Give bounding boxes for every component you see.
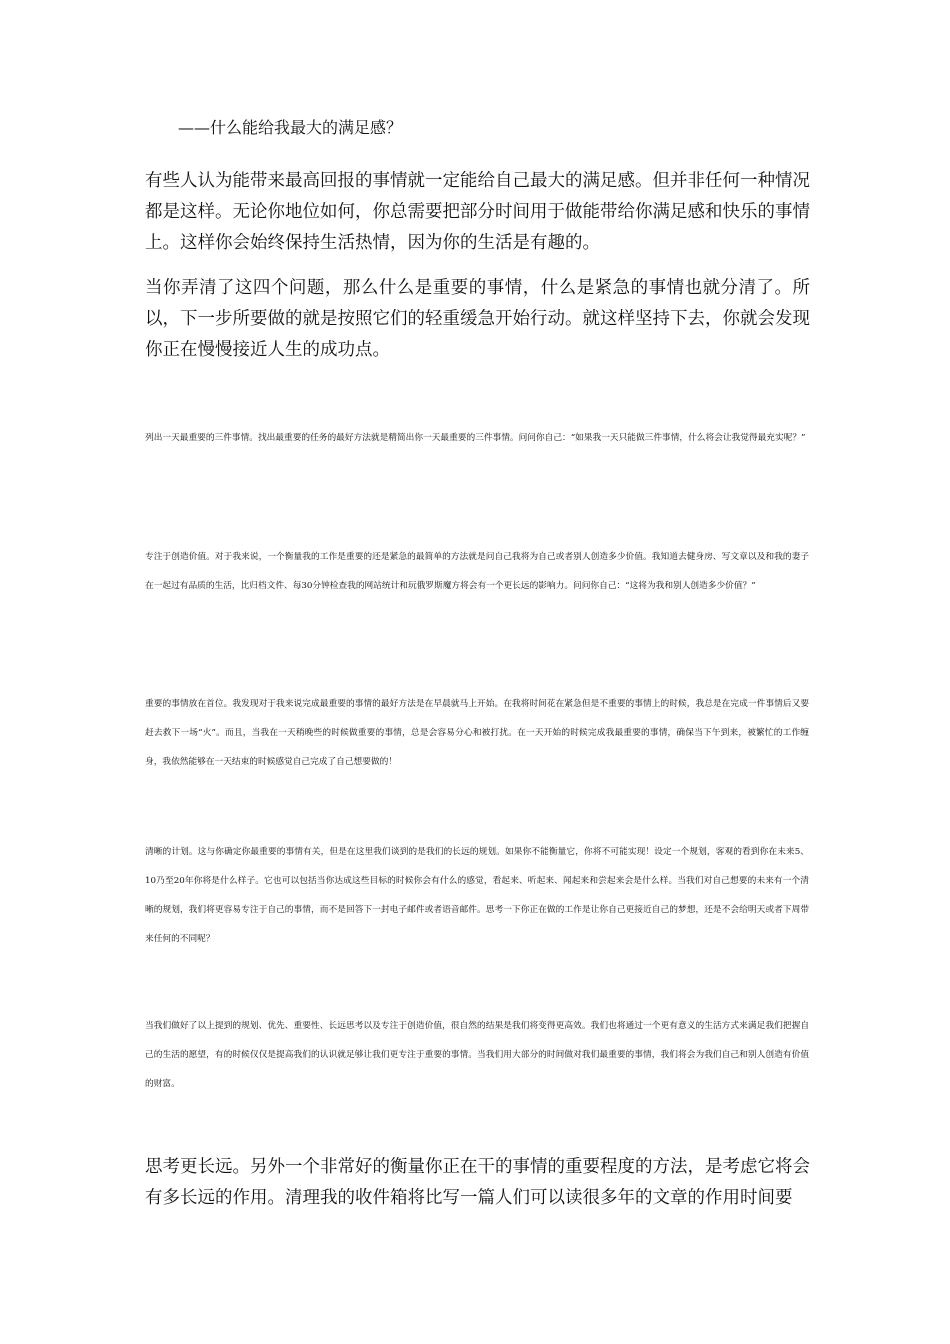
paragraph-think-long-term: 思考更长远。另外一个非常好的衡量你正在干的事情的重要程度的方法，是考虑它将会有多长远的作用。清理我的收件箱将比写一篇人们可以读很多年的文章的作用时间要: [145, 1157, 810, 1208]
small-paragraph-efficiency: 当我们做好了以上提到的规划、优先、重要性、长远思考以及专注于创造价值，很自然的结果是我们将变得更高效。我们也将通过一个更有意义的生活方式来满足我们把握自己的生活的愿望，有的时候仅仅是提高我们的认识就足够让我们更专注于重要的事情。当我们用大部分的时间做对我们最重要的事情，我们将会为我们自己和别人创造有价值的财富。: [145, 1021, 809, 1089]
small-paragraph-create-value: 专注于创造价值。对于我来说，一个衡量我的工作是重要的还是紧急的最简单的方法就是问自己我将为自己或者别人创造多少价值。我知道去健身房、写文章以及和我的妻子在一起过有品质的生活，比归档文件、每30分钟检查我的网站统计和玩俄罗斯魔方将会有一个更长远的影响力。问问你自己：“这将为我和别人创造多少价值？”: [145, 552, 809, 591]
small-paragraph-clear-plan: 清晰的计划。这与你确定你最重要的事情有关，但是在这里我们谈到的是我们的长远的规划。如果你不能衡量它，你将不可能实现！设定一个规划，客观的看到你在未来5、10乃至20年你将是什么样子。它也可以包括当你达成这些目标的时候你会有什么的感觉，看起来、听起来、闻起来和尝起来会是什么样。当我们对自己想要的未来有一个清晰的规划，我们将更容易专注于自己的事情，而不是回答下一封电子邮件或者语音邮件。思考一下你正在做的工作是让你自己更接近自己的梦想，还是不会给明天或者下周带来任何的不同呢？: [145, 847, 809, 944]
paragraph-satisfaction: 有些人认为能带来最高回报的事情就一定能给自己最大的满足感。但并非任何一种情况都是这样。无论你地位如何，你总需要把部分时间用于做能带给你满足感和快乐的事情上。这样你会始终保持生活热情，因为你的生活是有趣的。: [145, 171, 810, 253]
small-paragraph-important-first: 重要的事情放在首位。我发现对于我来说完成最重要的事情的最好方法是在早晨就马上开始。在我将时间花在紧急但是不重要的事情上的时候，我总是在完成一件事情后又要赶去救下一场“火”。而且，当我在一天稍晚些的时候做重要的事情，总是会容易分心和被打扰。在一天开始的时候完成我最重要的事情，确保当下午到来，被繁忙的工作缠身，我依然能够在一天结束的时候感觉自己完成了自己想要做的！: [145, 699, 809, 767]
subheading: ——什么能给我最大的满足感？: [178, 118, 403, 137]
paragraph-four-questions: 当你弄清了这四个问题，那么什么是重要的事情，什么是紧急的事情也就分清了。所以，下一步所要做的就是按照它们的轻重缓急开始行动。就这样坚持下去，你就会发现你正在慢慢接近人生的成功点。: [145, 278, 810, 360]
small-paragraph-three-things: 列出一天最重要的三件事情。找出最重要的任务的最好方法就是精简出你一天最重要的三件事情。问问你自己：“如果我一天只能做三件事情，什么将会让我觉得最充实呢？”: [145, 433, 806, 443]
